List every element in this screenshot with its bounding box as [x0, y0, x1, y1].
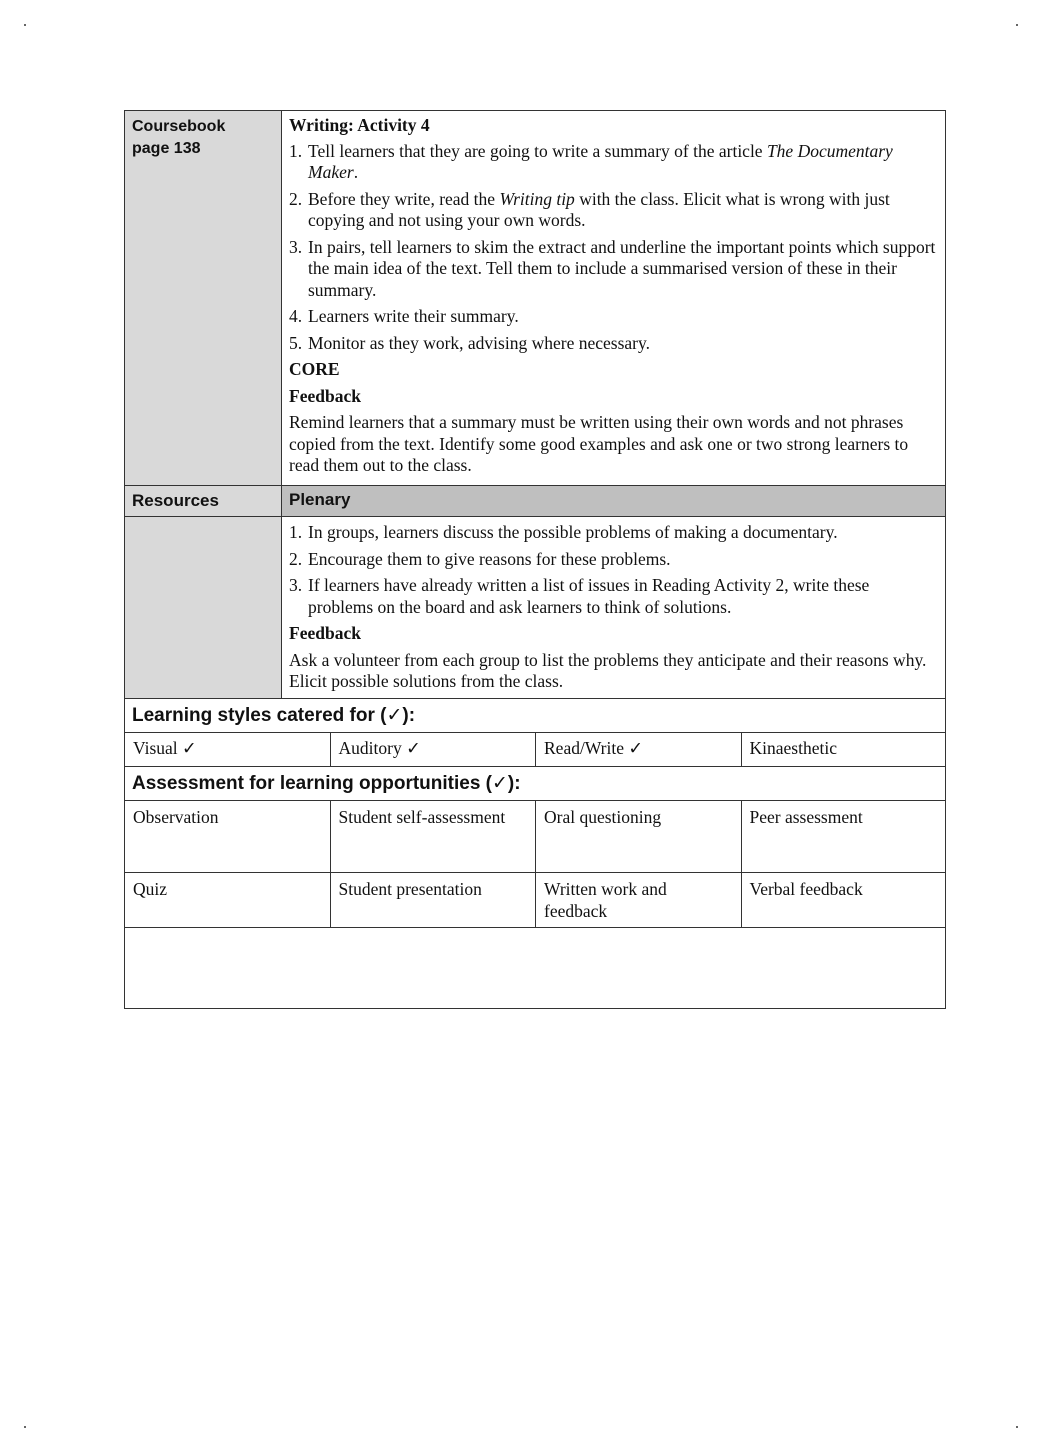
assessment-written-work: Written work and feedback: [536, 873, 742, 927]
writing-step: [289, 189, 938, 232]
crop-mark: [24, 24, 26, 26]
writing-step: [289, 237, 938, 302]
lesson-plan-table: [124, 110, 946, 1009]
resources-label: Resources: [125, 486, 281, 517]
writing-row: [125, 111, 945, 486]
writing-steps: [289, 141, 938, 355]
plenary-heading: Plenary: [282, 486, 945, 517]
step-text-after: with the class. Elicit what is wrong with just copying and not using your own words.: [308, 188, 890, 230]
step-italic: Writing tip: [499, 188, 575, 209]
step-number: 2.: [289, 548, 303, 569]
step-number: 3.: [289, 236, 303, 257]
plenary-content: [282, 517, 945, 698]
notes-area: [125, 928, 945, 1008]
assessment-observation: Observation: [125, 801, 331, 872]
step-text: Tell learners that they are going to write a summary of the article: [308, 140, 767, 161]
coursebook-label-line2: page 138: [132, 140, 201, 157]
step-number: 2.: [289, 188, 303, 209]
step-text-after: .: [353, 162, 359, 182]
step-number: 4.: [289, 306, 303, 326]
step-text: In groups, learners discuss the possible problems of making a documentary.: [308, 522, 838, 542]
step-text: Monitor as they work, advising where necessary.: [308, 332, 650, 353]
assessment-presentation: Student presentation: [331, 873, 537, 927]
step-text: If learners have already written a list of issues in Reading Activity 2, write these problems on the board and ask learners to think of solutions.: [308, 575, 870, 617]
style-read-write: Read/Write ✓: [536, 733, 742, 766]
step-text: Learners write their summary.: [308, 306, 519, 326]
plenary-feedback-text: Ask a volunteer from each group to list the problems they anticipate and their reasons why. Elicit possible solutions from the class.: [289, 649, 927, 691]
coursebook-label: [125, 111, 282, 485]
writing-feedback-label: Feedback: [289, 385, 361, 406]
assessment-quiz: Quiz: [125, 873, 331, 927]
plenary-row: [125, 486, 945, 699]
writing-step: [289, 333, 938, 355]
step-number: 1.: [289, 522, 303, 542]
step-number: 5.: [289, 332, 303, 353]
style-visual: Visual ✓: [125, 733, 331, 766]
plenary-steps: [289, 522, 938, 618]
writing-feedback-text: Remind learners that a summary must be written using their own words and not phrases copied from the text. Identify some good examples and ask one or two strong learners to read them out to the class.: [289, 412, 909, 475]
writing-content: [282, 111, 945, 485]
step-text: Before they write, read the: [308, 188, 500, 209]
learning-styles-heading: Learning styles catered for (✓):: [125, 699, 945, 733]
step-text: In pairs, tell learners to skim the extract and underline the important points which support the main idea of the text. Tell them to include a summarised version of these in their summary.: [308, 236, 936, 300]
writing-step: [289, 306, 938, 328]
assessment-peer-assessment: Peer assessment: [749, 807, 863, 827]
writing-step: [289, 141, 938, 184]
crop-mark: [1016, 24, 1018, 26]
coursebook-label-line1: Coursebook: [132, 118, 226, 135]
assessment-oral-questioning: Oral questioning: [536, 801, 742, 872]
plenary-step: [289, 575, 938, 618]
resources-column: [125, 486, 282, 698]
step-number: 1.: [289, 140, 303, 161]
core-label: CORE: [289, 359, 340, 379]
step-text: Encourage them to give reasons for these problems.: [308, 548, 671, 569]
style-auditory: Auditory ✓: [331, 733, 537, 766]
step-number: 3.: [289, 575, 303, 595]
assessment-row-1: [125, 801, 945, 873]
assessment-verbal-feedback: Verbal feedback: [749, 879, 863, 899]
crop-mark: [1016, 1426, 1018, 1428]
crop-mark: [24, 1426, 26, 1428]
plenary-step: [289, 522, 938, 544]
plenary-column: [282, 486, 945, 698]
style-kinaesthetic: Kinaesthetic: [749, 738, 837, 758]
step-italic: The Documentary Maker: [308, 140, 893, 182]
learning-styles-row: [125, 733, 945, 767]
plenary-feedback-label: Feedback: [289, 623, 361, 643]
writing-heading: Writing: Activity 4: [289, 115, 430, 135]
plenary-step: [289, 549, 938, 571]
assessment-row-2: [125, 873, 945, 928]
assessment-heading: Assessment for learning opportunities (✓):: [125, 767, 945, 801]
assessment-self-assessment: Student self-assessment: [331, 801, 537, 872]
